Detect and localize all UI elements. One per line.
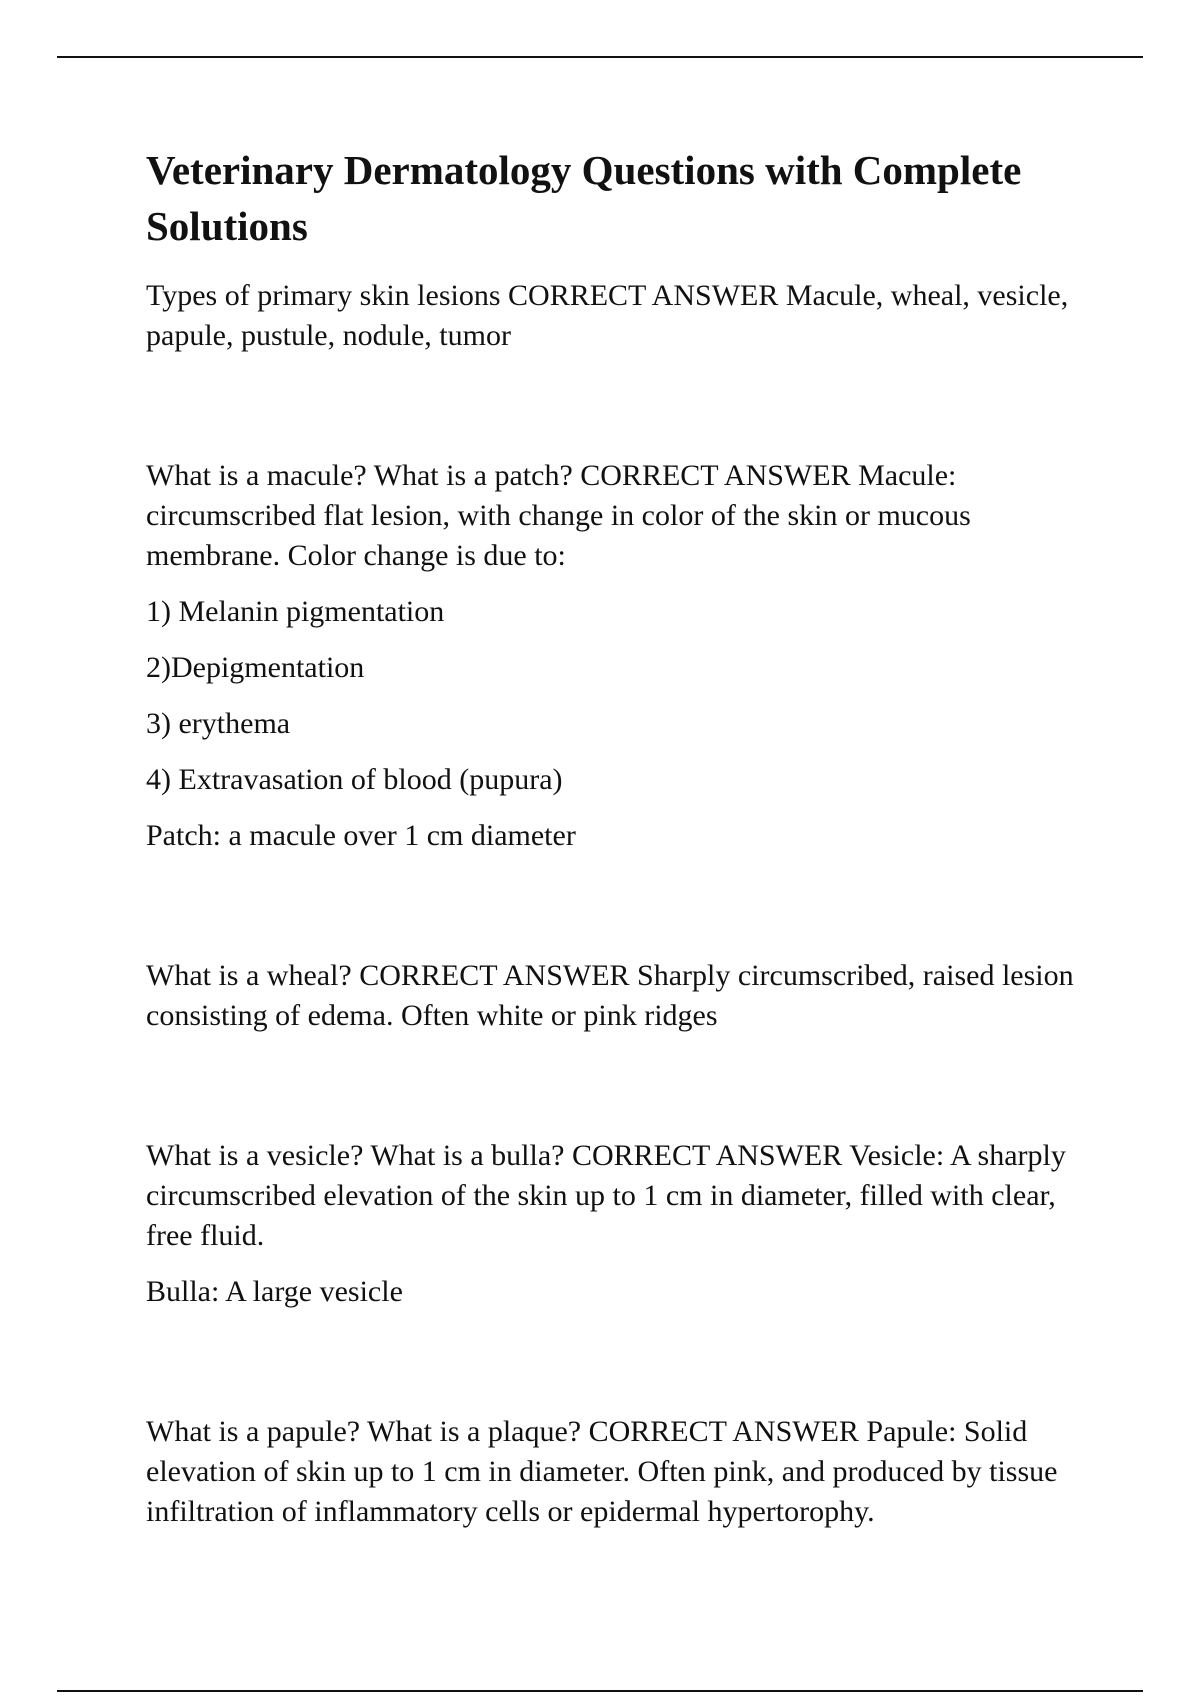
qa-text: What is a papule? What is a plaque? CORRECT ANSWER Papule: Solid elevation of skin up to 1 cm in diameter. Often pink, and produced by tissue infiltration of inflammatory cells or epidermal hypertorophy. (146, 1415, 1058, 1528)
top-rule (57, 56, 1143, 58)
qa-text: What is a macule? What is a patch? CORRECT ANSWER Macule: circumscribed flat lesion, with change in color of the skin or mucous membrane. Color change is due to: (146, 459, 971, 572)
entry-spacer (146, 356, 1096, 456)
document-title: Veterinary Dermatology Questions with Complete Solutions (146, 147, 1022, 249)
qa-text: Patch: a macule over 1 cm diameter (146, 819, 576, 852)
qa-entry-vesicle (146, 1136, 1096, 1312)
entry-spacer (146, 856, 1096, 956)
qa-entry-papule (146, 1412, 1096, 1532)
entry-spacer (146, 1312, 1096, 1412)
qa-text: What is a vesicle? What is a bulla? CORRECT ANSWER Vesicle: A sharply circumscribed elevation of the skin up to 1 cm in diameter, filled with clear, free fluid. (146, 1139, 1066, 1252)
qa-text: Bulla: A large vesicle (146, 1275, 403, 1308)
list-item: 3) erythema (146, 707, 291, 740)
list-item: 1) Melanin pigmentation (146, 595, 445, 628)
qa-entry-wheal (146, 956, 1096, 1036)
list-item: 4) Extravasation of blood (pupura) (146, 763, 563, 796)
qa-text: What is a wheal? CORRECT ANSWER Sharply circumscribed, raised lesion consisting of edema. Often white or pink ridges (146, 959, 1074, 1032)
bottom-rule (57, 1690, 1143, 1692)
qa-entry-primary-lesions (146, 276, 1096, 356)
list-item: 2)Depigmentation (146, 651, 365, 684)
entry-spacer (146, 1036, 1096, 1136)
qa-text: Types of primary skin lesions CORRECT ANSWER Macule, wheal, vesicle, papule, pustule, nodule, tumor (146, 279, 1069, 352)
document-body (146, 142, 1096, 1532)
qa-entry-macule (146, 456, 1096, 856)
